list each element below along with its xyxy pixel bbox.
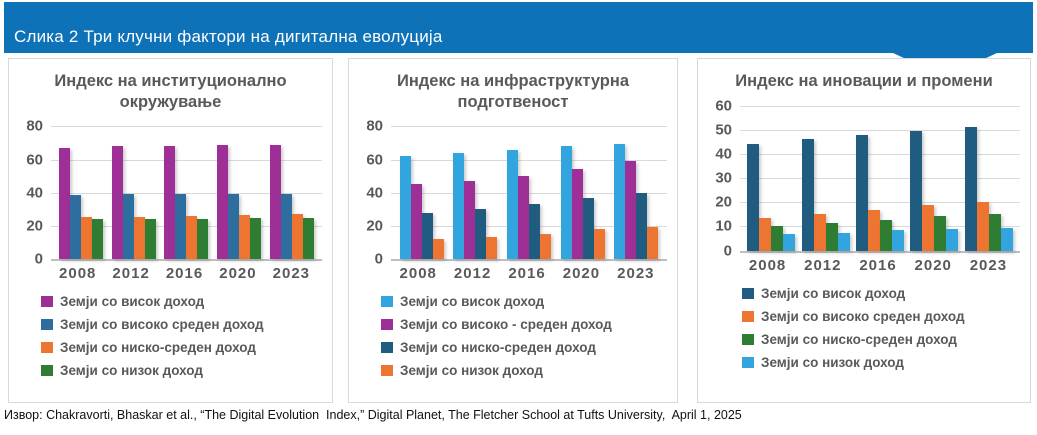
- bar: [270, 145, 281, 260]
- x-tick-label: 2023: [272, 265, 311, 283]
- bar: [583, 198, 594, 260]
- bar: [92, 219, 103, 259]
- y-tick-label: 0: [723, 242, 732, 260]
- bar: [486, 237, 497, 259]
- bar: [783, 234, 795, 251]
- x-tick-label: 2020: [562, 265, 601, 283]
- bar: [802, 139, 814, 250]
- figure-header-bar: [4, 2, 1033, 53]
- legend-item: [381, 294, 677, 309]
- legend-label: Земји со висок доход: [400, 294, 545, 310]
- legend-swatch-icon: [41, 365, 53, 376]
- legend-swatch-icon: [742, 311, 754, 322]
- legend-item: [381, 317, 677, 332]
- bar: [892, 230, 904, 251]
- bar: [186, 216, 197, 259]
- bar: [625, 161, 636, 259]
- bar: [303, 218, 314, 260]
- legend-swatch-icon: [41, 296, 53, 307]
- x-tick-label: 2023: [969, 256, 1008, 274]
- chart-plot-area: [13, 117, 322, 268]
- bar: [759, 218, 771, 251]
- bar: [747, 144, 759, 250]
- legend-label: Земји со високо - среден доход: [400, 317, 612, 333]
- legend-label: Земји со ниско-среден доход: [400, 340, 596, 356]
- legend-label: Земји со високо среден доход: [761, 308, 965, 324]
- bar: [197, 219, 208, 260]
- bar: [175, 194, 186, 260]
- legend-item: [41, 317, 332, 332]
- bar: [281, 194, 292, 259]
- bar: [70, 195, 81, 259]
- bar: [540, 234, 551, 259]
- chart-panel-institutional: [8, 58, 333, 403]
- legend-swatch-icon: [381, 319, 393, 330]
- bar: [507, 150, 518, 260]
- chart-legend: [381, 294, 677, 378]
- chart-plot-area: [702, 97, 1020, 260]
- chart-title: Индекс на инфраструктурна подготвеност: [396, 72, 630, 111]
- bar-group-2023: [270, 126, 314, 259]
- x-tick-label: 2023: [617, 265, 655, 283]
- source-citation: Извор: Chakravorti, Bhaskar et al., “The Digital Evolution Index,” Digital Planet, The Fletcher School at Tufts University, April 1, 2025: [4, 408, 742, 422]
- bar: [228, 194, 239, 259]
- bar: [433, 239, 444, 259]
- y-tick-label: 20: [715, 193, 732, 211]
- bar: [826, 223, 838, 251]
- bar: [112, 146, 123, 259]
- y-tick-label: 0: [34, 250, 43, 268]
- bar-group-2020: [910, 106, 958, 251]
- bar: [880, 220, 892, 250]
- bar-group-2016: [507, 126, 551, 259]
- legend-item: [742, 309, 1030, 324]
- bar-group-2008: [747, 106, 795, 251]
- x-tick-label: 2020: [914, 256, 952, 274]
- y-axis: [702, 97, 740, 260]
- legend-label: Земји со ниско-среден доход: [761, 331, 957, 347]
- y-tick-label: 50: [715, 121, 732, 139]
- legend-label: Земји со високо среден доход: [60, 317, 264, 333]
- x-tick-label: 2008: [59, 265, 97, 283]
- plot: [740, 106, 1020, 253]
- chart-title: Индекс на иновации и промени: [735, 72, 993, 90]
- bar: [464, 181, 475, 259]
- bar-group-2016: [164, 126, 208, 259]
- bar: [572, 169, 583, 259]
- plot: [391, 126, 667, 261]
- x-tick-label: 2012: [453, 265, 492, 283]
- bar: [977, 202, 989, 250]
- bar: [422, 213, 433, 260]
- bar-group-2023: [614, 126, 658, 259]
- legend-swatch-icon: [742, 357, 754, 368]
- bar: [518, 176, 529, 259]
- bar: [134, 217, 145, 259]
- x-tick-label: 2008: [399, 265, 437, 283]
- bar-group-2023: [965, 106, 1013, 251]
- x-tick-label: 2008: [748, 256, 787, 274]
- bar: [647, 227, 658, 259]
- bar: [989, 214, 1001, 250]
- x-tick-label: 2016: [508, 265, 546, 283]
- chart-title: Индекс на институционално окружување: [54, 72, 287, 111]
- bar-group-2012: [802, 106, 850, 251]
- plot: [51, 126, 322, 261]
- x-axis-labels: [51, 265, 318, 282]
- y-tick-label: 30: [715, 169, 732, 187]
- legend-item: [41, 294, 332, 309]
- bar: [856, 135, 868, 251]
- bar: [123, 194, 134, 259]
- bar: [771, 226, 783, 250]
- y-tick-label: 40: [715, 145, 732, 163]
- legend-swatch-icon: [41, 319, 53, 330]
- bar-group-2012: [453, 126, 497, 259]
- legend-label: Земји со низок доход: [400, 363, 543, 379]
- bar: [475, 209, 486, 260]
- bar: [636, 193, 647, 260]
- figure-title: Слика 2 Три клучни фактори на дигитална еволуција: [14, 27, 443, 46]
- y-tick-label: 80: [366, 117, 383, 135]
- legend-item: [742, 286, 1030, 301]
- chart-legend: [742, 286, 1030, 370]
- bar: [529, 204, 540, 259]
- legend-swatch-icon: [381, 342, 393, 353]
- bar-group-2020: [561, 126, 605, 259]
- bar: [400, 156, 411, 259]
- bar: [1001, 228, 1013, 251]
- bar: [292, 214, 303, 259]
- bar: [868, 210, 880, 251]
- bar: [910, 131, 922, 251]
- legend-item: [41, 340, 332, 355]
- y-axis: [13, 117, 51, 268]
- bar: [946, 229, 958, 251]
- legend-item: [742, 332, 1030, 347]
- legend-label: Земји со ниско-среден доход: [60, 340, 256, 356]
- chart-panel-infrastructure: [348, 58, 678, 403]
- y-tick-label: 40: [366, 184, 383, 202]
- bar: [81, 217, 92, 259]
- legend-swatch-icon: [742, 288, 754, 299]
- x-axis-labels: [740, 257, 1016, 274]
- legend-label: Земји со висок доход: [60, 294, 205, 310]
- bar: [453, 153, 464, 259]
- y-tick-label: 0: [374, 250, 383, 268]
- legend-label: Земји со висок доход: [761, 285, 906, 301]
- x-tick-label: 2012: [804, 256, 842, 274]
- bar: [217, 145, 228, 259]
- bar: [614, 144, 625, 260]
- bar: [250, 218, 261, 260]
- chart-legend: [41, 294, 332, 378]
- y-tick-label: 60: [26, 151, 43, 168]
- legend-item: [742, 355, 1030, 370]
- y-axis: [353, 117, 391, 268]
- x-tick-label: 2012: [112, 265, 150, 283]
- bar-group-2012: [112, 126, 156, 259]
- legend-label: Земји со низок доход: [761, 354, 904, 370]
- bar-group-2008: [59, 126, 103, 259]
- y-tick-label: 80: [26, 117, 43, 135]
- bar: [561, 146, 572, 259]
- legend-item: [381, 340, 677, 355]
- legend-item: [41, 363, 332, 378]
- bar: [838, 233, 850, 251]
- bar: [59, 148, 70, 259]
- bar: [934, 216, 946, 251]
- y-tick-label: 60: [715, 97, 732, 115]
- legend-swatch-icon: [41, 342, 53, 353]
- bar: [164, 146, 175, 259]
- legend-swatch-icon: [742, 334, 754, 345]
- bar: [965, 127, 977, 250]
- bar: [411, 184, 422, 259]
- chart-panel-innovation: [697, 58, 1031, 403]
- y-tick-label: 20: [366, 217, 383, 235]
- legend-label: Земји со низок доход: [60, 363, 203, 379]
- y-tick-label: 40: [26, 184, 43, 202]
- x-tick-label: 2020: [219, 265, 257, 283]
- legend-item: [381, 363, 677, 378]
- legend-swatch-icon: [381, 365, 393, 376]
- bar-group-2020: [217, 126, 261, 259]
- bar: [145, 219, 156, 260]
- y-tick-label: 20: [26, 217, 43, 235]
- bar: [814, 214, 826, 250]
- bar-group-2016: [856, 106, 904, 251]
- chart-plot-area: [353, 117, 667, 268]
- legend-swatch-icon: [381, 296, 393, 307]
- y-tick-label: 10: [715, 217, 732, 235]
- y-tick-label: 60: [366, 151, 383, 168]
- x-axis-labels: [391, 265, 663, 282]
- bar: [239, 215, 250, 259]
- x-tick-label: 2016: [165, 265, 204, 283]
- x-tick-label: 2016: [859, 256, 897, 274]
- bar: [922, 205, 934, 251]
- bar-group-2008: [400, 126, 444, 259]
- bar: [594, 229, 605, 259]
